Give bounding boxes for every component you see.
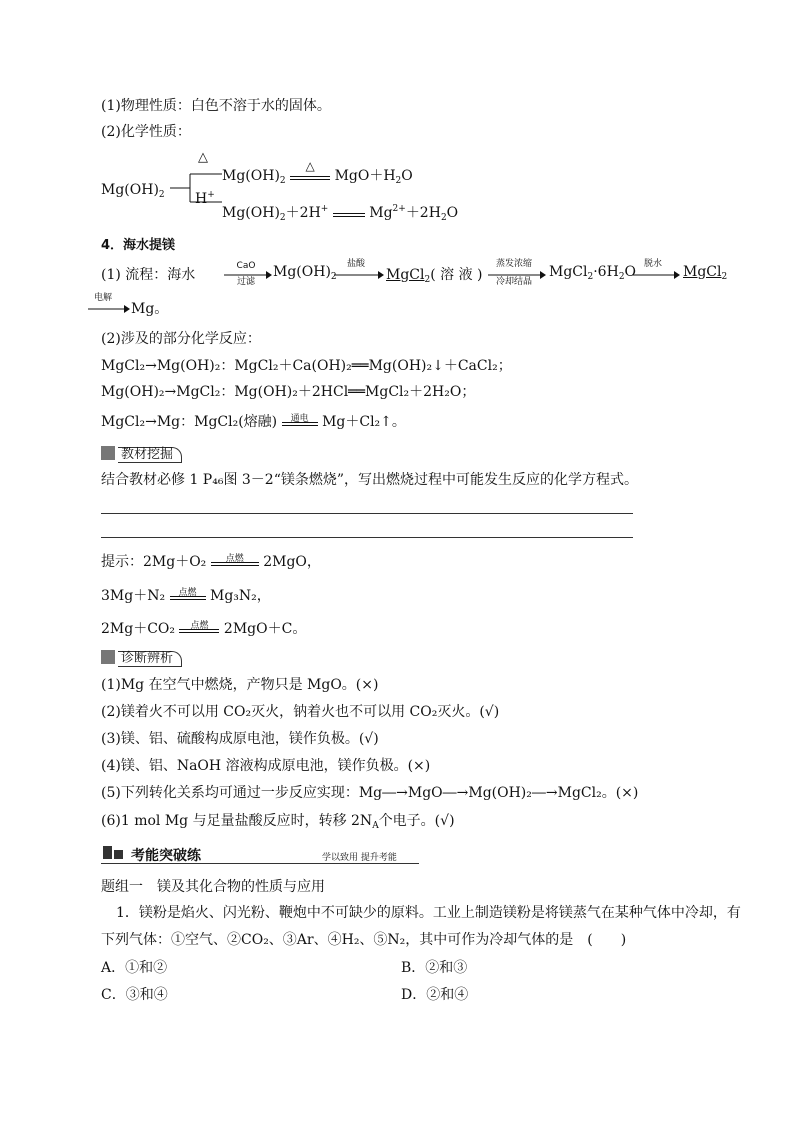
acid-condition-bottom: H+ — [195, 190, 215, 207]
flow-cond-3-bottom: 冷却结晶 — [495, 277, 532, 287]
diagnosis-6: (6)1 mol Mg 与足量盐酸反应时，转移 $2N_A$个电子。(√) — [101, 813, 455, 831]
flow-arrow-1 — [224, 270, 272, 280]
badge-square-icon — [101, 650, 115, 664]
reaction-3: MgCl₂→Mg：MgCl₂(熔融) 通电 Mg＋Cl₂↑。 — [101, 414, 406, 430]
section-title: 考能突破练 — [131, 848, 201, 864]
flow-product-4: MgCl$_2$ — [683, 264, 728, 282]
textbook-question: 结合教材必修 1 P₄₆图 3－2“镁条燃烧”，写出燃烧过程中可能发生反应的化学方程式。 — [101, 472, 639, 488]
diagnosis-3: (3)镁、铝、硫酸构成原电池，镁作负极。(√) — [101, 731, 379, 747]
flow-cond-1-bottom: 过滤 — [236, 277, 255, 287]
section-icon — [103, 846, 123, 860]
flow-arrow-3 — [488, 270, 546, 280]
heat-condition-top: △ — [198, 150, 208, 165]
flow-product-5: Mg。 — [131, 301, 169, 317]
question-1-line-1: 1．镁粉是焰火、闪光粉、鞭炮中不可缺少的原料。工业上制造镁粉是将镁蒸气在某种气体中冷却，有 — [116, 905, 741, 921]
answer-line-1 — [101, 513, 633, 514]
option-d: D．②和④ — [401, 987, 469, 1003]
chemical-property-label: (2)化学性质： — [101, 124, 191, 140]
flow-arrow-2 — [334, 270, 384, 280]
flow-arrow-4 — [632, 270, 680, 280]
option-b: B．②和③ — [401, 960, 468, 976]
flow-cond-2-top: 盐酸 — [346, 259, 365, 269]
section-rule — [101, 863, 419, 864]
flow-cond-1-top: CaO — [236, 261, 256, 271]
answer-line-2 — [101, 537, 633, 538]
hint-equation-2: 3Mg＋N₂ 点燃 Mg₃N₂， — [101, 588, 271, 604]
flow-product-1: $Mg(OH)_2$ — [273, 264, 337, 282]
badge-diagnosis: 诊断辨析 — [101, 650, 182, 666]
group-heading: 题组一 镁及其化合物的性质与应用 — [101, 879, 325, 895]
section-heading: 4．海水提镁 — [101, 238, 176, 253]
diagram-root: $Mg(OH)_2$ — [101, 182, 165, 200]
diagnosis-4: (4)镁、铝、NaOH 溶液构成原电池，镁作负极。(×) — [101, 758, 431, 774]
branch-top-equation: $Mg(OH)_2$ △ $MgO+H_2O$ — [222, 159, 413, 186]
hint-equation-3: 2Mg＋CO₂ 点燃 2MgO＋C。 — [101, 621, 307, 637]
hint-equation-1: 提示：2Mg＋O₂ 点燃 2MgO， — [101, 554, 321, 570]
physical-property: (1)物理性质：白色不溶于水的固体。 — [101, 98, 331, 114]
diagnosis-5: (5)下列转化关系均可通过一步反应实现：Mg―→MgO―→Mg(OH)₂―→MgCl₂。(×) — [101, 785, 639, 801]
section-bar — [101, 845, 419, 863]
badge-square-icon — [101, 446, 115, 460]
flow-diagram — [101, 264, 195, 284]
reaction-2: Mg(OH)₂→MgCl₂：Mg(OH)₂＋2HCl══MgCl₂＋2H₂O； — [101, 384, 476, 400]
diagnosis-2: (2)镁着火不可以用 CO₂灭火，钠着火也不可以用 CO₂灭火。(√) — [101, 704, 500, 720]
flow-label: (1) 流程：海水 — [101, 267, 196, 283]
diagnosis-1: (1)Mg 在空气中燃烧，产物只是 MgO。(×) — [101, 677, 379, 693]
flow-cond-4-top: 脱水 — [643, 259, 662, 269]
option-a: A．①和② — [101, 960, 168, 976]
branch-bottom-equation: $Mg(OH)_2+2H^+$ $Mg^{2+}+2H_2O$ — [222, 204, 459, 223]
reaction-1: MgCl₂→Mg(OH)₂：MgCl₂＋Ca(OH)₂══Mg(OH)₂↓＋CaCl₂； — [101, 358, 512, 374]
reactions-title: (2)涉及的部分化学反应： — [101, 331, 261, 347]
option-c: C．③和④ — [101, 987, 168, 1003]
section-subtitle: 学以致用 提升考能 — [322, 853, 397, 863]
flow-cond-5-top: 电解 — [93, 293, 112, 303]
flow-product-3: $MgCl_2\cdot 6H_2O$ — [549, 264, 637, 282]
flow-product-2: MgCl$_2$( 溶 液 ) — [386, 267, 483, 285]
flow-cond-3-top: 蒸发浓缩 — [495, 259, 532, 269]
flow-arrow-5 — [88, 304, 130, 314]
question-1-line-2: 下列气体：①空气、②CO₂、③Ar、④H₂、⑤N₂，其中可作为冷却气体的是 ( ) — [101, 932, 627, 948]
badge-textbook: 教材挖掘 — [101, 446, 182, 462]
